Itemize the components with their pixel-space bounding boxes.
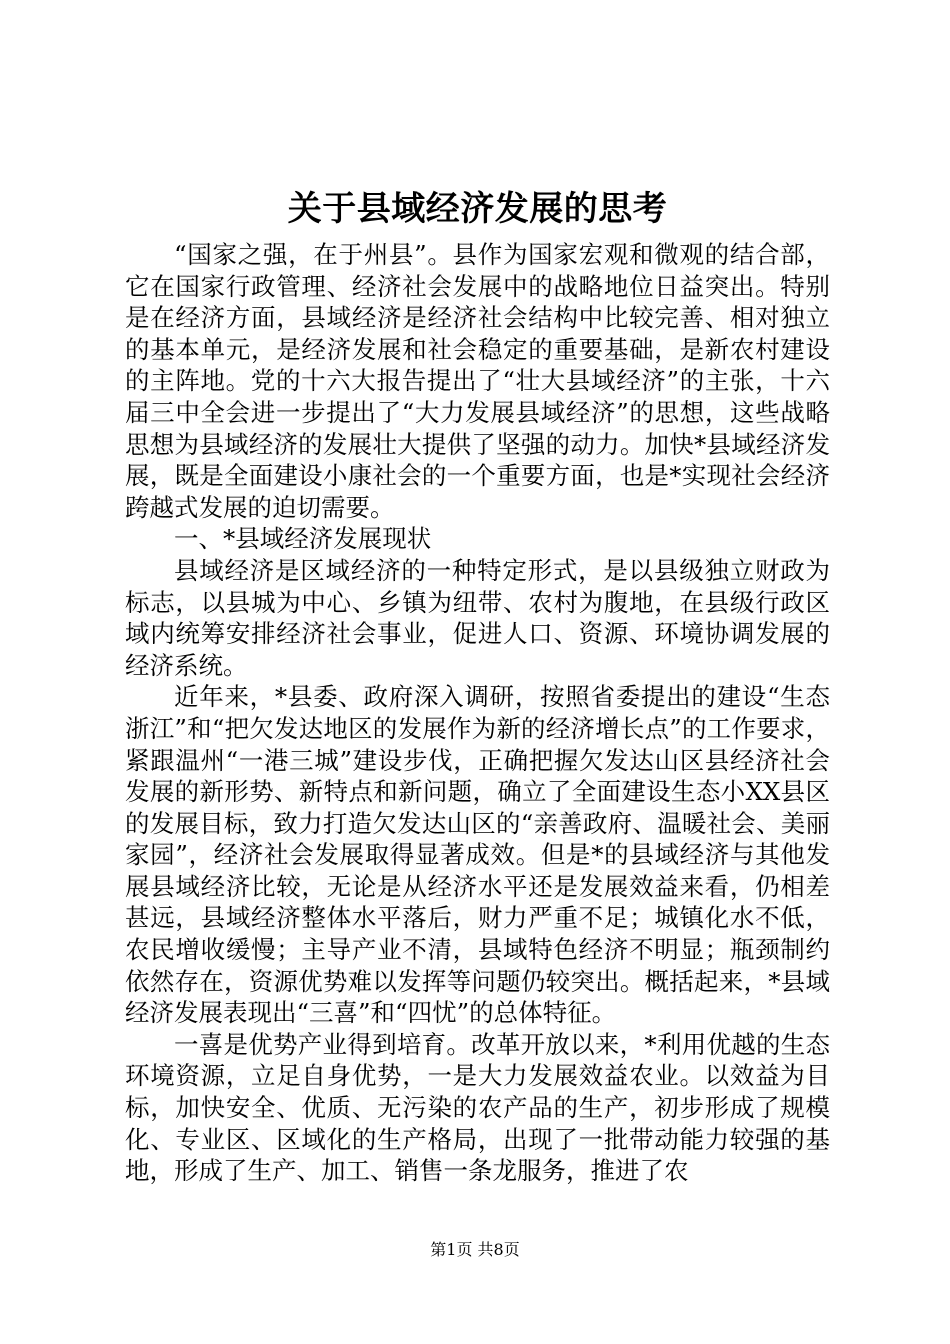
paragraph-recent-years: 近年来，*县委、政府深入调研，按照省委提出的建设“生态浙江”和“把欠发达地区的发展作为新的经济增长点”的工作要求，紧跟温州“一港三城”建设步伐，正确把握欠发达山区县经济社会发展的新形势、新特点和新问题，确立了全面建设生态小XX县区的发展目标，致力打造欠发达山区的“亲善政府、温暖社会、美丽家园”，经济社会发展取得显著成效。但是*的县域经济与其他发展县域经济比较，无论是从经济水平还是发展效益来看，仍相差甚远，县域经济整体水平落后，财力严重不足；城镇化水不低，农民增收缓慢；主导产业不清，县域特色经济不明显；瓶颈制约依然存在，资源优势难以发挥等问题仍较突出。概括起来，*县域经济发展表现出“三喜”和“四忧”的总体特征。 bbox=[125, 682, 830, 1028]
page-number-footer: 第1页 共8页 bbox=[430, 1240, 520, 1259]
paragraph-first-joy: 一喜是优势产业得到培育。改革开放以来，*利用优越的生态环境资源，立足自身优势，一是大力发展效益农业。以效益为目标，加快安全、优质、无污染的农产品的生产，初步形成了规模化、专业区、区域化的生产格局，出现了一批带动能力较强的基地，形成了生产、加工、销售一条龙服务，推进了农 bbox=[125, 1029, 830, 1186]
section-heading: 一、*县域经济发展现状 bbox=[174, 524, 432, 554]
paragraph-definition: 县域经济是区域经济的一种特定形式，是以县级独立财政为标志，以县城为中心、乡镇为纽带、农村为腹地，在县级行政区域内统筹安排经济社会事业，促进人口、资源、环境协调发展的经济系统。 bbox=[125, 555, 830, 680]
document-title: 关于县域经济发展的思考 bbox=[287, 189, 668, 229]
paragraph-intro: “国家之强，在于州县”。县作为国家宏观和微观的结合部，它在国家行政管理、经济社会发展中的战略地位日益突出。特别是在经济方面，县域经济是经济社会结构中比较完善、相对独立的基本单元，是经济发展和社会稳定的重要基础，是新农村建设的主阵地。党的十六大报告提出了“壮大县域经济”的主张，十六届三中全会进一步提出了“大力发展县域经济”的思想，这些战略思想为县域经济的发展壮大提供了坚强的动力。加快*县域经济发展，既是全面建设小康社会的一个重要方面，也是*实现社会经济跨越式发展的迫切需要。 bbox=[125, 240, 830, 522]
document-page bbox=[125, 185, 830, 1187]
